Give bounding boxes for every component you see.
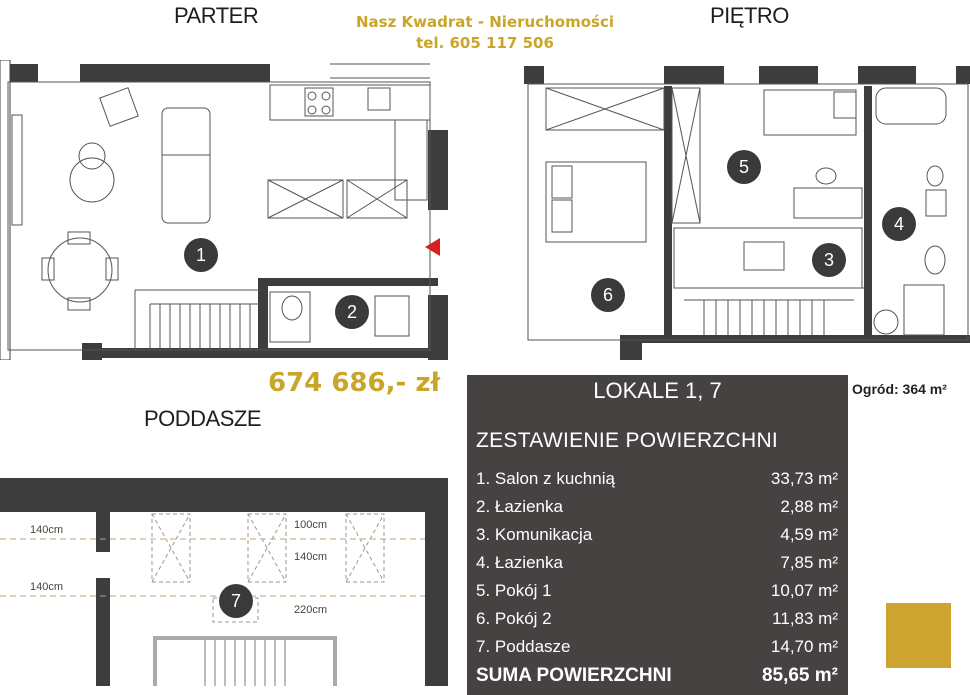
room-marker-5: [727, 150, 761, 184]
area-row-value: 7,85 m²: [780, 553, 838, 572]
area-row-name: 4. Łazienka: [476, 553, 563, 572]
dim-label: 140cm: [294, 551, 328, 563]
svg-text:7: 7: [230, 591, 242, 611]
svg-text:3: 3: [823, 250, 835, 270]
area-row-value: 4,59 m²: [780, 525, 838, 544]
room-marker-1: [184, 238, 218, 272]
area-row: [476, 469, 838, 495]
svg-text:6: 6: [602, 285, 614, 305]
area-row-name: 1. Salon z kuchnią: [476, 469, 615, 488]
dim-label: 140cm: [30, 581, 64, 593]
room-marker-6: [591, 278, 625, 312]
area-total-row: [476, 665, 838, 691]
room-marker-4: [882, 207, 916, 241]
area-row-name: 6. Pokój 2: [476, 609, 552, 628]
area-row: [476, 525, 838, 551]
garden-area: Ogród: 364 m²: [852, 381, 947, 397]
svg-text:5: 5: [738, 157, 750, 177]
panel-subtitle: ZESTAWIENIE POWIERZCHNI: [476, 429, 779, 452]
svg-text:1: 1: [195, 245, 207, 265]
area-row-name: 3. Komunikacja: [476, 525, 593, 544]
svg-text:2: 2: [346, 302, 358, 322]
area-summary-panel: [467, 375, 848, 695]
dim-label: 220cm: [294, 604, 328, 616]
heading-parter: PARTER: [174, 3, 259, 28]
room-marker-7: [219, 584, 253, 618]
area-row-value: 11,83 m²: [772, 609, 838, 628]
svg-text:4: 4: [893, 214, 905, 234]
dim-label: 100cm: [294, 519, 328, 531]
area-row-name: 7. Poddasze: [476, 637, 571, 656]
area-row: [476, 609, 838, 635]
area-total-name: SUMA POWIERZCHNI: [476, 665, 672, 686]
heading-pietro: PIĘTRO: [710, 3, 789, 28]
area-row: [476, 497, 838, 523]
room-marker-3: [812, 243, 846, 277]
room-marker-2: [335, 295, 369, 329]
area-row: [476, 553, 838, 579]
area-total-value: 85,65 m²: [761, 665, 838, 686]
brand-name: Nasz Kwadrat - Nieruchomości: [356, 13, 614, 31]
area-row-value: 14,70 m²: [770, 637, 838, 656]
area-row-name: 5. Pokój 1: [476, 581, 552, 600]
area-row-value: 33,73 m²: [770, 469, 838, 488]
color-swatch: [886, 603, 951, 668]
area-row: [476, 637, 838, 663]
heading-poddasze: PODDASZE: [144, 406, 262, 431]
brand-phone: tel. 605 117 506: [416, 34, 554, 52]
area-row-value: 10,07 m²: [770, 581, 838, 600]
panel-title: LOKALE 1, 7: [593, 378, 722, 403]
area-row: [476, 581, 838, 607]
dim-label: 140cm: [30, 524, 64, 536]
area-row-name: 2. Łazienka: [476, 497, 563, 516]
area-row-value: 2,88 m²: [780, 497, 838, 516]
price: 674 686,- zł: [268, 368, 441, 398]
